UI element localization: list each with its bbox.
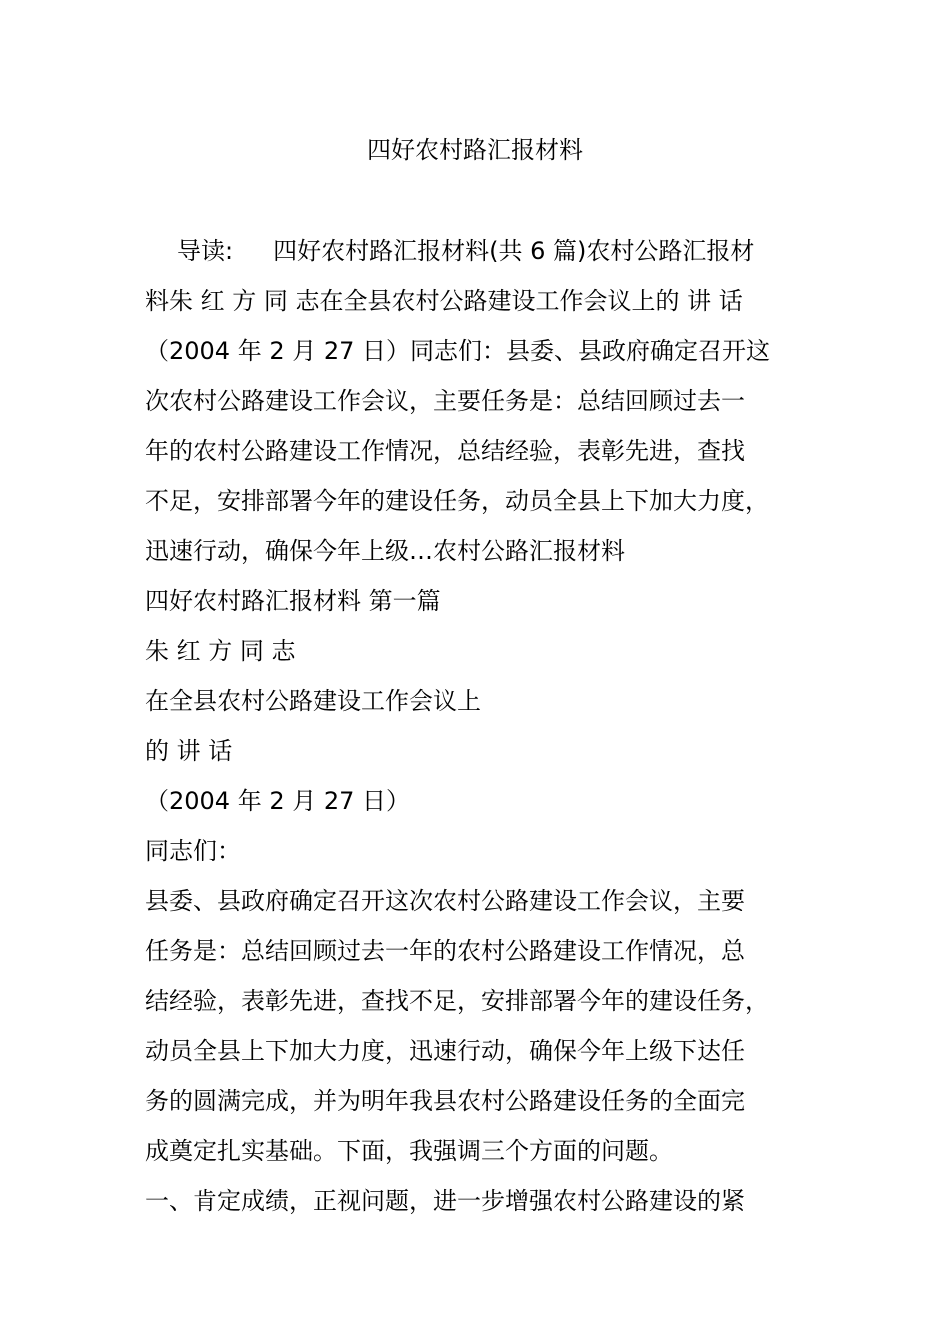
speaker-name: 朱 红 方 同 志	[145, 637, 296, 665]
lead-label: 导读:	[177, 237, 234, 265]
lead-line-3: （2004 年 2 月 27 日）同志们：县委、县政府确定召开这	[145, 337, 771, 365]
body-line-3: 结经验，表彰先进，查找不足，安排部署今年的建设任务，	[145, 987, 769, 1015]
document-title: 四好农村路汇报材料	[367, 136, 583, 164]
speech-word: 的 讲 话	[145, 737, 233, 765]
document-body	[145, 226, 795, 1226]
lead-text-1: 四好农村路汇报材料(共 6 篇)农村公路汇报材	[273, 237, 755, 265]
occasion: 在全县农村公路建设工作会议上	[145, 687, 481, 715]
salutation: 同志们：	[145, 837, 241, 865]
body-line-2: 任务是：总结回顾过去一年的农村公路建设工作情况，总	[145, 937, 745, 965]
lead-line-4: 次农村公路建设工作会议，主要任务是：总结回顾过去一	[145, 387, 745, 415]
body-line-6: 成奠定扎实基础。下面，我强调三个方面的问题。	[145, 1137, 673, 1165]
article-title: 四好农村路汇报材料 第一篇	[145, 587, 441, 615]
body-line-1: 县委、县政府确定召开这次农村公路建设工作会议，主要	[145, 887, 745, 915]
lead-line-5: 年的农村公路建设工作情况，总结经验，表彰先进，查找	[145, 437, 745, 465]
lead-line-1	[145, 226, 795, 276]
speech-date: （2004 年 2 月 27 日）	[145, 787, 411, 815]
body-line-4: 动员全县上下加大力度，迅速行动，确保今年上级下达任	[145, 1037, 745, 1065]
lead-line-2: 料朱 红 方 同 志在全县农村公路建设工作会议上的 讲 话	[145, 287, 743, 315]
body-line-5: 务的圆满完成，并为明年我县农村公路建设任务的全面完	[145, 1087, 745, 1115]
lead-line-7: 迅速行动，确保今年上级…农村公路汇报材料	[145, 537, 625, 565]
body-line-7: 一、肯定成绩，正视问题，进一步增强农村公路建设的紧	[145, 1187, 745, 1215]
lead-line-6: 不足，安排部署今年的建设任务，动员全县上下加大力度，	[145, 487, 769, 515]
